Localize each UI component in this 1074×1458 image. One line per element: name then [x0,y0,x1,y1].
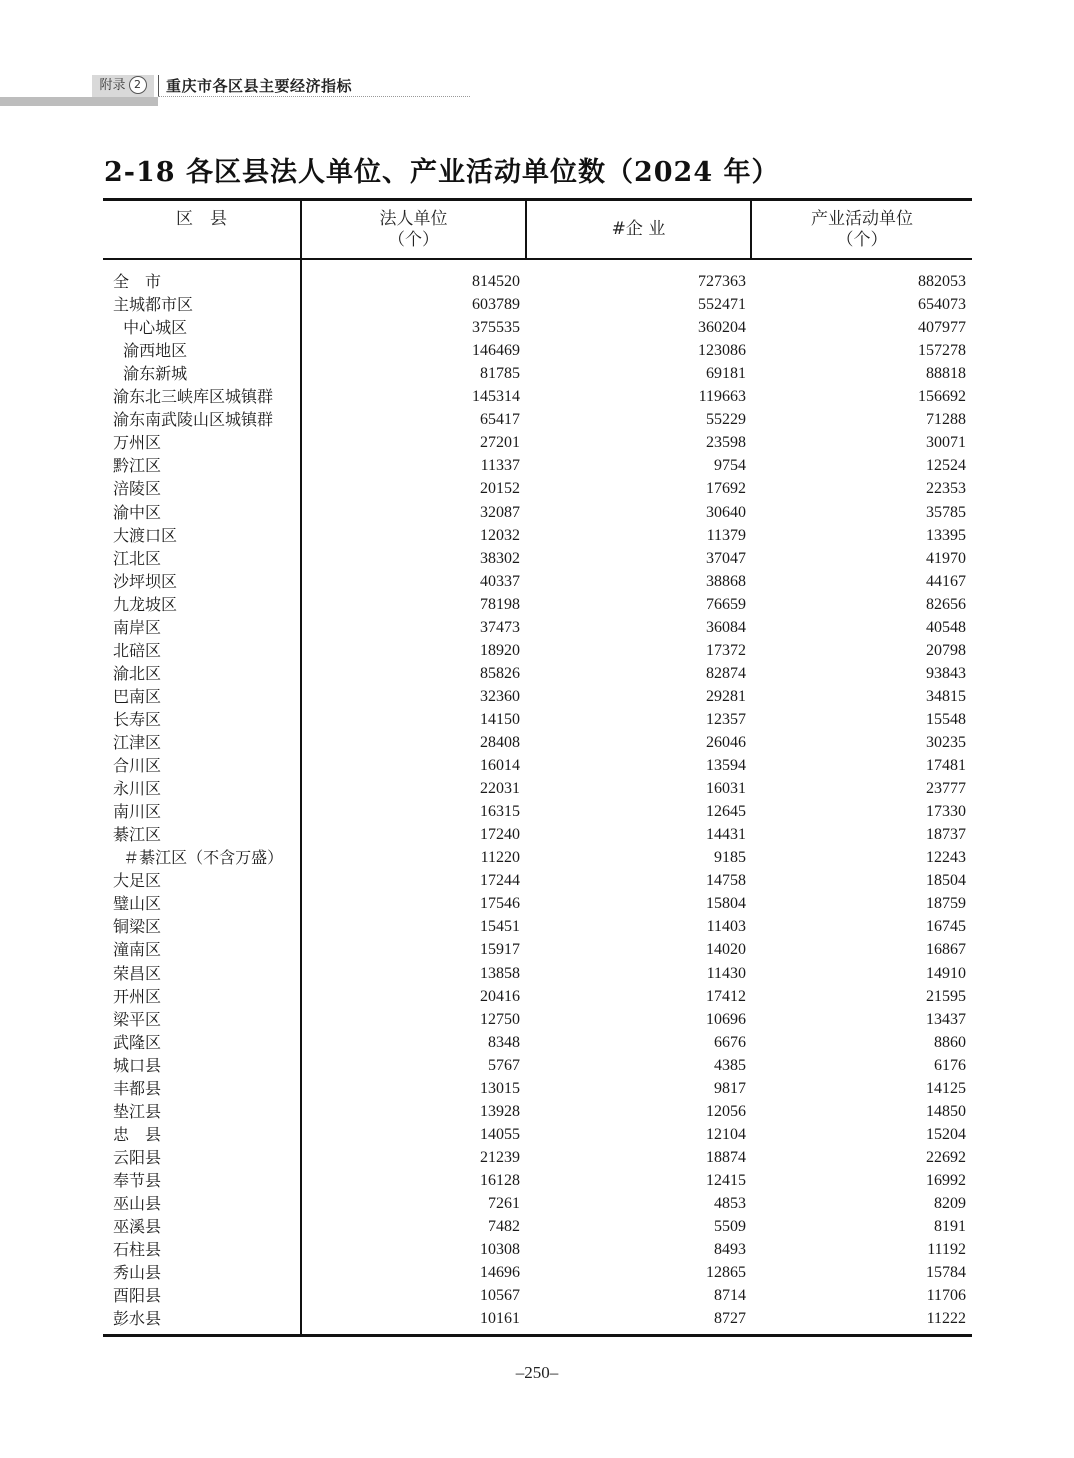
table-row [103,1031,972,1054]
activity-units-cell: 40548 [926,618,966,636]
activity-units-cell: 11222 [926,1310,966,1328]
activity-units-cell: 14850 [926,1102,966,1120]
district-name-cell: 巴南区 [113,686,162,706]
enterprises-cell: 69181 [706,365,746,383]
appendix-tag-label: 附录 [99,78,126,93]
legal-units-cell: 146469 [472,342,520,360]
legal-units-cell: 15917 [480,941,520,959]
district-name-cell: 永川区 [113,779,162,799]
table-row [103,1215,972,1238]
enterprises-cell: 123086 [698,342,746,360]
enterprises-cell: 12645 [706,803,746,821]
table-row [103,547,972,570]
legal-units-cell: 15451 [480,918,520,936]
legal-units-cell: 37473 [480,618,520,636]
table-row [103,869,972,892]
activity-units-cell: 30235 [926,734,966,751]
district-name-cell: 南川区 [113,802,162,822]
legal-units-cell: 13015 [480,1079,520,1097]
table-row [103,731,972,754]
activity-units-cell: 18737 [926,826,966,844]
enterprises-cell: 11430 [706,964,746,982]
district-name-cell: 渝北区 [113,663,162,683]
district-name-cell: 忠 县 [113,1124,162,1144]
district-name-cell: 铜梁区 [113,917,162,937]
legal-units-cell: 7261 [488,1195,520,1212]
table-row [103,477,972,500]
legal-units-cell: 11220 [480,849,520,867]
table-row [103,662,972,685]
activity-units-cell: 407977 [918,319,966,337]
enterprises-cell: 14020 [706,941,746,959]
enterprises-cell: 4853 [714,1195,746,1212]
district-name-cell: 涪陵区 [113,479,162,499]
district-name-cell: 垫江县 [113,1101,162,1121]
district-name-cell: 巫溪县 [113,1217,162,1237]
table-row [103,570,972,593]
enterprises-cell: 5509 [714,1218,746,1236]
table-row [103,1123,972,1146]
district-name-cell: 潼南区 [113,940,162,960]
district-name-cell: 巫山县 [113,1194,162,1213]
enterprises-cell: 9817 [714,1079,746,1097]
activity-units-cell: 21595 [926,987,966,1005]
activity-units-cell: 156692 [918,388,966,406]
enterprises-cell: 6676 [714,1033,746,1051]
legal-units-cell: 14150 [480,710,520,728]
district-name-cell: 秀山县 [113,1263,162,1283]
enterprises-cell: 10696 [706,1010,746,1028]
enterprises-cell: 552471 [698,296,746,314]
table-row [103,685,972,708]
activity-units-cell: 44167 [926,572,966,590]
activity-units-cell: 12243 [926,849,966,867]
district-name-cell: 万州区 [113,433,162,453]
activity-units-cell: 13395 [926,526,966,544]
table-row [103,639,972,662]
district-name-cell: 武隆区 [113,1032,162,1052]
table-row [103,938,972,961]
enterprises-cell: 30640 [706,503,746,521]
activity-units-cell: 8860 [934,1033,966,1051]
table-row [103,962,972,985]
table-row [103,800,972,823]
table-row [103,593,972,616]
legal-units-cell: 375535 [472,319,520,337]
district-name-cell: 大渡口区 [113,525,178,545]
legal-units-cell: 16315 [480,803,520,821]
table-row [103,708,972,731]
activity-units-cell: 22353 [926,480,966,498]
district-name-cell: 南岸区 [113,617,162,637]
activity-units-cell: 93843 [926,664,966,682]
legal-units-cell: 20416 [480,987,520,1005]
enterprises-cell: 29281 [706,687,746,705]
table-bottom-rule [103,1334,972,1337]
legal-units-cell: 17240 [480,826,520,844]
table-row [103,1169,972,1192]
enterprises-cell: 9754 [714,457,746,475]
legal-units-cell: 14055 [480,1125,520,1143]
enterprises-cell: 9185 [714,849,746,867]
table-row [103,754,972,777]
district-name-cell: 丰都县 [113,1078,162,1098]
district-name-cell: 大足区 [113,871,162,891]
table-row [103,1008,972,1031]
activity-units-cell: 16745 [926,918,966,936]
enterprises-cell: 8727 [714,1310,746,1328]
district-name-cell: 江北区 [113,548,162,568]
district-name-cell: 渝东北三峡库区城镇群 [113,387,274,407]
district-name-cell: 石柱县 [113,1240,162,1260]
activity-units-cell: 22692 [926,1148,966,1166]
district-name-cell: 主城都市区 [113,295,194,315]
legal-units-cell: 17244 [480,872,520,890]
district-name-cell: 长寿区 [113,709,162,729]
legal-units-cell: 38302 [480,549,520,567]
district-name-cell: 酉阳县 [113,1286,162,1306]
activity-units-cell: 88818 [926,365,966,383]
header-separator [158,75,159,97]
table-title: 2-18 各区县法人单位、产业活动单位数（2024 年） [104,157,780,188]
table-row [103,431,972,454]
activity-units-cell: 654073 [918,296,966,314]
legal-units-cell: 10567 [480,1287,520,1305]
enterprises-cell: 4385 [714,1056,746,1074]
enterprises-cell: 76659 [706,595,746,613]
enterprises-cell: 26046 [706,734,746,751]
legal-units-cell: 32360 [480,687,520,705]
enterprises-cell: 12104 [706,1125,746,1143]
activity-units-cell: 18759 [926,895,966,913]
column-header-activity-units [752,201,972,258]
column-header-legal-units-label: 法人单位 [379,208,448,229]
activity-units-cell: 15204 [926,1125,966,1143]
enterprises-cell: 23598 [706,434,746,452]
table-row [103,1307,972,1330]
enterprises-cell: 82874 [706,664,746,682]
column-header-legal-units [302,201,525,258]
activity-units-cell: 18504 [926,872,966,890]
table-row [103,1146,972,1169]
enterprises-cell: 15804 [706,895,746,913]
district-name-cell: 北碚区 [113,640,162,660]
legal-units-cell: 78198 [480,595,520,613]
legal-units-cell: 5767 [488,1056,520,1074]
section-title: 重庆市各区县主要经济指标 [166,77,353,95]
enterprises-cell: 17692 [706,480,746,498]
legal-units-cell: 7482 [488,1218,520,1236]
activity-units-cell: 16867 [926,941,966,959]
legal-units-cell: 21239 [480,1148,520,1166]
table-row [103,892,972,915]
activity-units-cell: 82656 [926,595,966,613]
column-header-legal-units-unit: （个） [388,229,439,250]
legal-units-cell: 81785 [480,365,520,383]
district-name-cell: 渝东南武陵山区城镇群 [113,410,274,430]
district-name-cell: ＃綦江区（不含万盛） [113,848,284,868]
activity-units-cell: 14125 [926,1079,966,1097]
district-name-cell: 江津区 [113,733,162,752]
activity-units-cell: 16992 [926,1171,966,1189]
district-name-cell: 中心城区 [113,318,188,338]
header-dotted-rule [158,96,470,97]
table-row [103,846,972,869]
legal-units-cell: 40337 [480,572,520,590]
district-name-cell: 云阳县 [113,1147,162,1167]
enterprises-cell: 18874 [706,1148,746,1166]
table-row [103,524,972,547]
enterprises-cell: 12357 [706,710,746,728]
table-row [103,1077,972,1100]
enterprises-cell: 11379 [706,526,746,544]
legal-units-cell: 16128 [480,1171,520,1189]
enterprises-cell: 14758 [706,872,746,890]
table-row [103,823,972,846]
activity-units-cell: 23777 [926,780,966,798]
activity-units-cell: 71288 [926,411,966,429]
activity-units-cell: 11706 [926,1287,966,1305]
legal-units-cell: 27201 [480,434,520,452]
district-name-cell: 奉节县 [113,1170,162,1190]
enterprises-cell: 8493 [714,1241,746,1259]
legal-units-cell: 32087 [480,503,520,521]
table-row [103,915,972,938]
enterprises-cell: 16031 [706,780,746,798]
district-name-cell: 綦江区 [113,825,162,845]
activity-units-cell: 882053 [918,273,966,290]
data-table [103,198,972,1338]
table-row [103,293,972,316]
legal-units-cell: 65417 [480,411,520,429]
legal-units-cell: 85826 [480,664,520,682]
enterprises-cell: 13594 [706,757,746,775]
district-name-cell: 城口县 [113,1055,162,1075]
table-row [103,616,972,639]
table-row [103,1238,972,1261]
table-row [103,501,972,524]
activity-units-cell: 15548 [926,710,966,728]
header-bar [0,97,158,106]
legal-units-cell: 22031 [480,780,520,798]
activity-units-cell: 13437 [926,1010,966,1028]
legal-units-cell: 12032 [480,526,520,544]
district-name-cell: 渝中区 [113,502,162,522]
activity-units-cell: 15784 [926,1264,966,1282]
table-row [103,316,972,339]
appendix-tag [92,75,154,97]
appendix-number-badge: 2 [129,76,147,94]
legal-units-cell: 13928 [480,1102,520,1120]
activity-units-cell: 30071 [926,434,966,452]
activity-units-cell: 35785 [926,503,966,521]
table-row [103,1054,972,1077]
activity-units-cell: 41970 [926,549,966,567]
activity-units-cell: 34815 [926,687,966,705]
activity-units-cell: 12524 [926,457,966,475]
legal-units-cell: 16014 [480,757,520,775]
table-row [103,1261,972,1284]
table-row [103,385,972,408]
column-header-activity-units-unit: （个） [836,229,888,250]
table-row [103,1192,972,1215]
table-row [103,777,972,800]
enterprises-cell: 119663 [698,388,746,406]
legal-units-cell: 10161 [480,1310,520,1328]
district-name-cell: 渝西地区 [113,341,188,361]
table-row [103,985,972,1008]
enterprises-cell: 37047 [706,549,746,567]
legal-units-cell: 145314 [472,388,520,406]
table-row [103,270,972,293]
table-row [103,362,972,385]
district-name-cell: 彭水县 [113,1309,162,1329]
district-name-cell: 荣昌区 [113,963,162,983]
legal-units-cell: 10308 [480,1241,520,1259]
enterprises-cell: 17412 [706,987,746,1005]
column-header-enterprises [527,201,750,258]
enterprises-cell: 12415 [706,1171,746,1189]
column-header-enterprises-label: #企 业 [611,219,666,239]
table-row [103,1284,972,1307]
column-header-district [103,201,300,258]
activity-units-cell: 11192 [927,1241,966,1259]
enterprises-cell: 12865 [706,1264,746,1282]
table-row [103,408,972,431]
enterprises-cell: 17372 [706,641,746,659]
page-number: –250– [515,1363,559,1382]
legal-units-cell: 20152 [480,480,520,498]
district-name-cell: 黔江区 [113,456,162,476]
enterprises-cell: 727363 [698,273,746,290]
table-row [103,1100,972,1123]
legal-units-cell: 8348 [488,1033,520,1051]
district-name-cell: 九龙坡区 [113,594,178,614]
legal-units-cell: 28408 [480,734,520,751]
activity-units-cell: 14910 [926,964,966,982]
enterprises-cell: 36084 [706,618,746,636]
activity-units-cell: 17481 [926,757,966,775]
table-header-rule [103,258,972,260]
district-name-cell: 沙坪坝区 [113,571,178,591]
enterprises-cell: 14431 [706,826,746,844]
activity-units-cell: 17330 [926,803,966,821]
legal-units-cell: 603789 [472,296,520,314]
table-row [103,454,972,477]
enterprises-cell: 11403 [706,918,746,936]
activity-units-cell: 8209 [934,1195,966,1212]
district-name-cell: 梁平区 [113,1009,162,1029]
district-name-cell: 全 市 [113,272,162,291]
enterprises-cell: 38868 [706,572,746,590]
column-header-activity-units-label: 产业活动单位 [811,208,913,229]
district-name-cell: 开州区 [113,986,162,1006]
activity-units-cell: 8191 [934,1218,966,1236]
legal-units-cell: 11337 [480,457,520,475]
table-row [103,339,972,362]
enterprises-cell: 12056 [706,1102,746,1120]
activity-units-cell: 6176 [934,1056,966,1074]
legal-units-cell: 17546 [480,895,520,913]
enterprises-cell: 8714 [714,1287,746,1305]
district-name-cell: 璧山区 [113,894,162,914]
legal-units-cell: 14696 [480,1264,520,1282]
column-header-district-label: 区 县 [176,209,227,229]
activity-units-cell: 20798 [926,641,966,659]
legal-units-cell: 13858 [480,964,520,982]
legal-units-cell: 12750 [480,1010,520,1028]
enterprises-cell: 360204 [698,319,746,337]
district-name-cell: 合川区 [113,756,162,776]
enterprises-cell: 55229 [706,411,746,429]
legal-units-cell: 18920 [480,641,520,659]
district-name-cell: 渝东新城 [113,364,188,384]
activity-units-cell: 157278 [918,342,966,360]
legal-units-cell: 814520 [472,273,520,290]
